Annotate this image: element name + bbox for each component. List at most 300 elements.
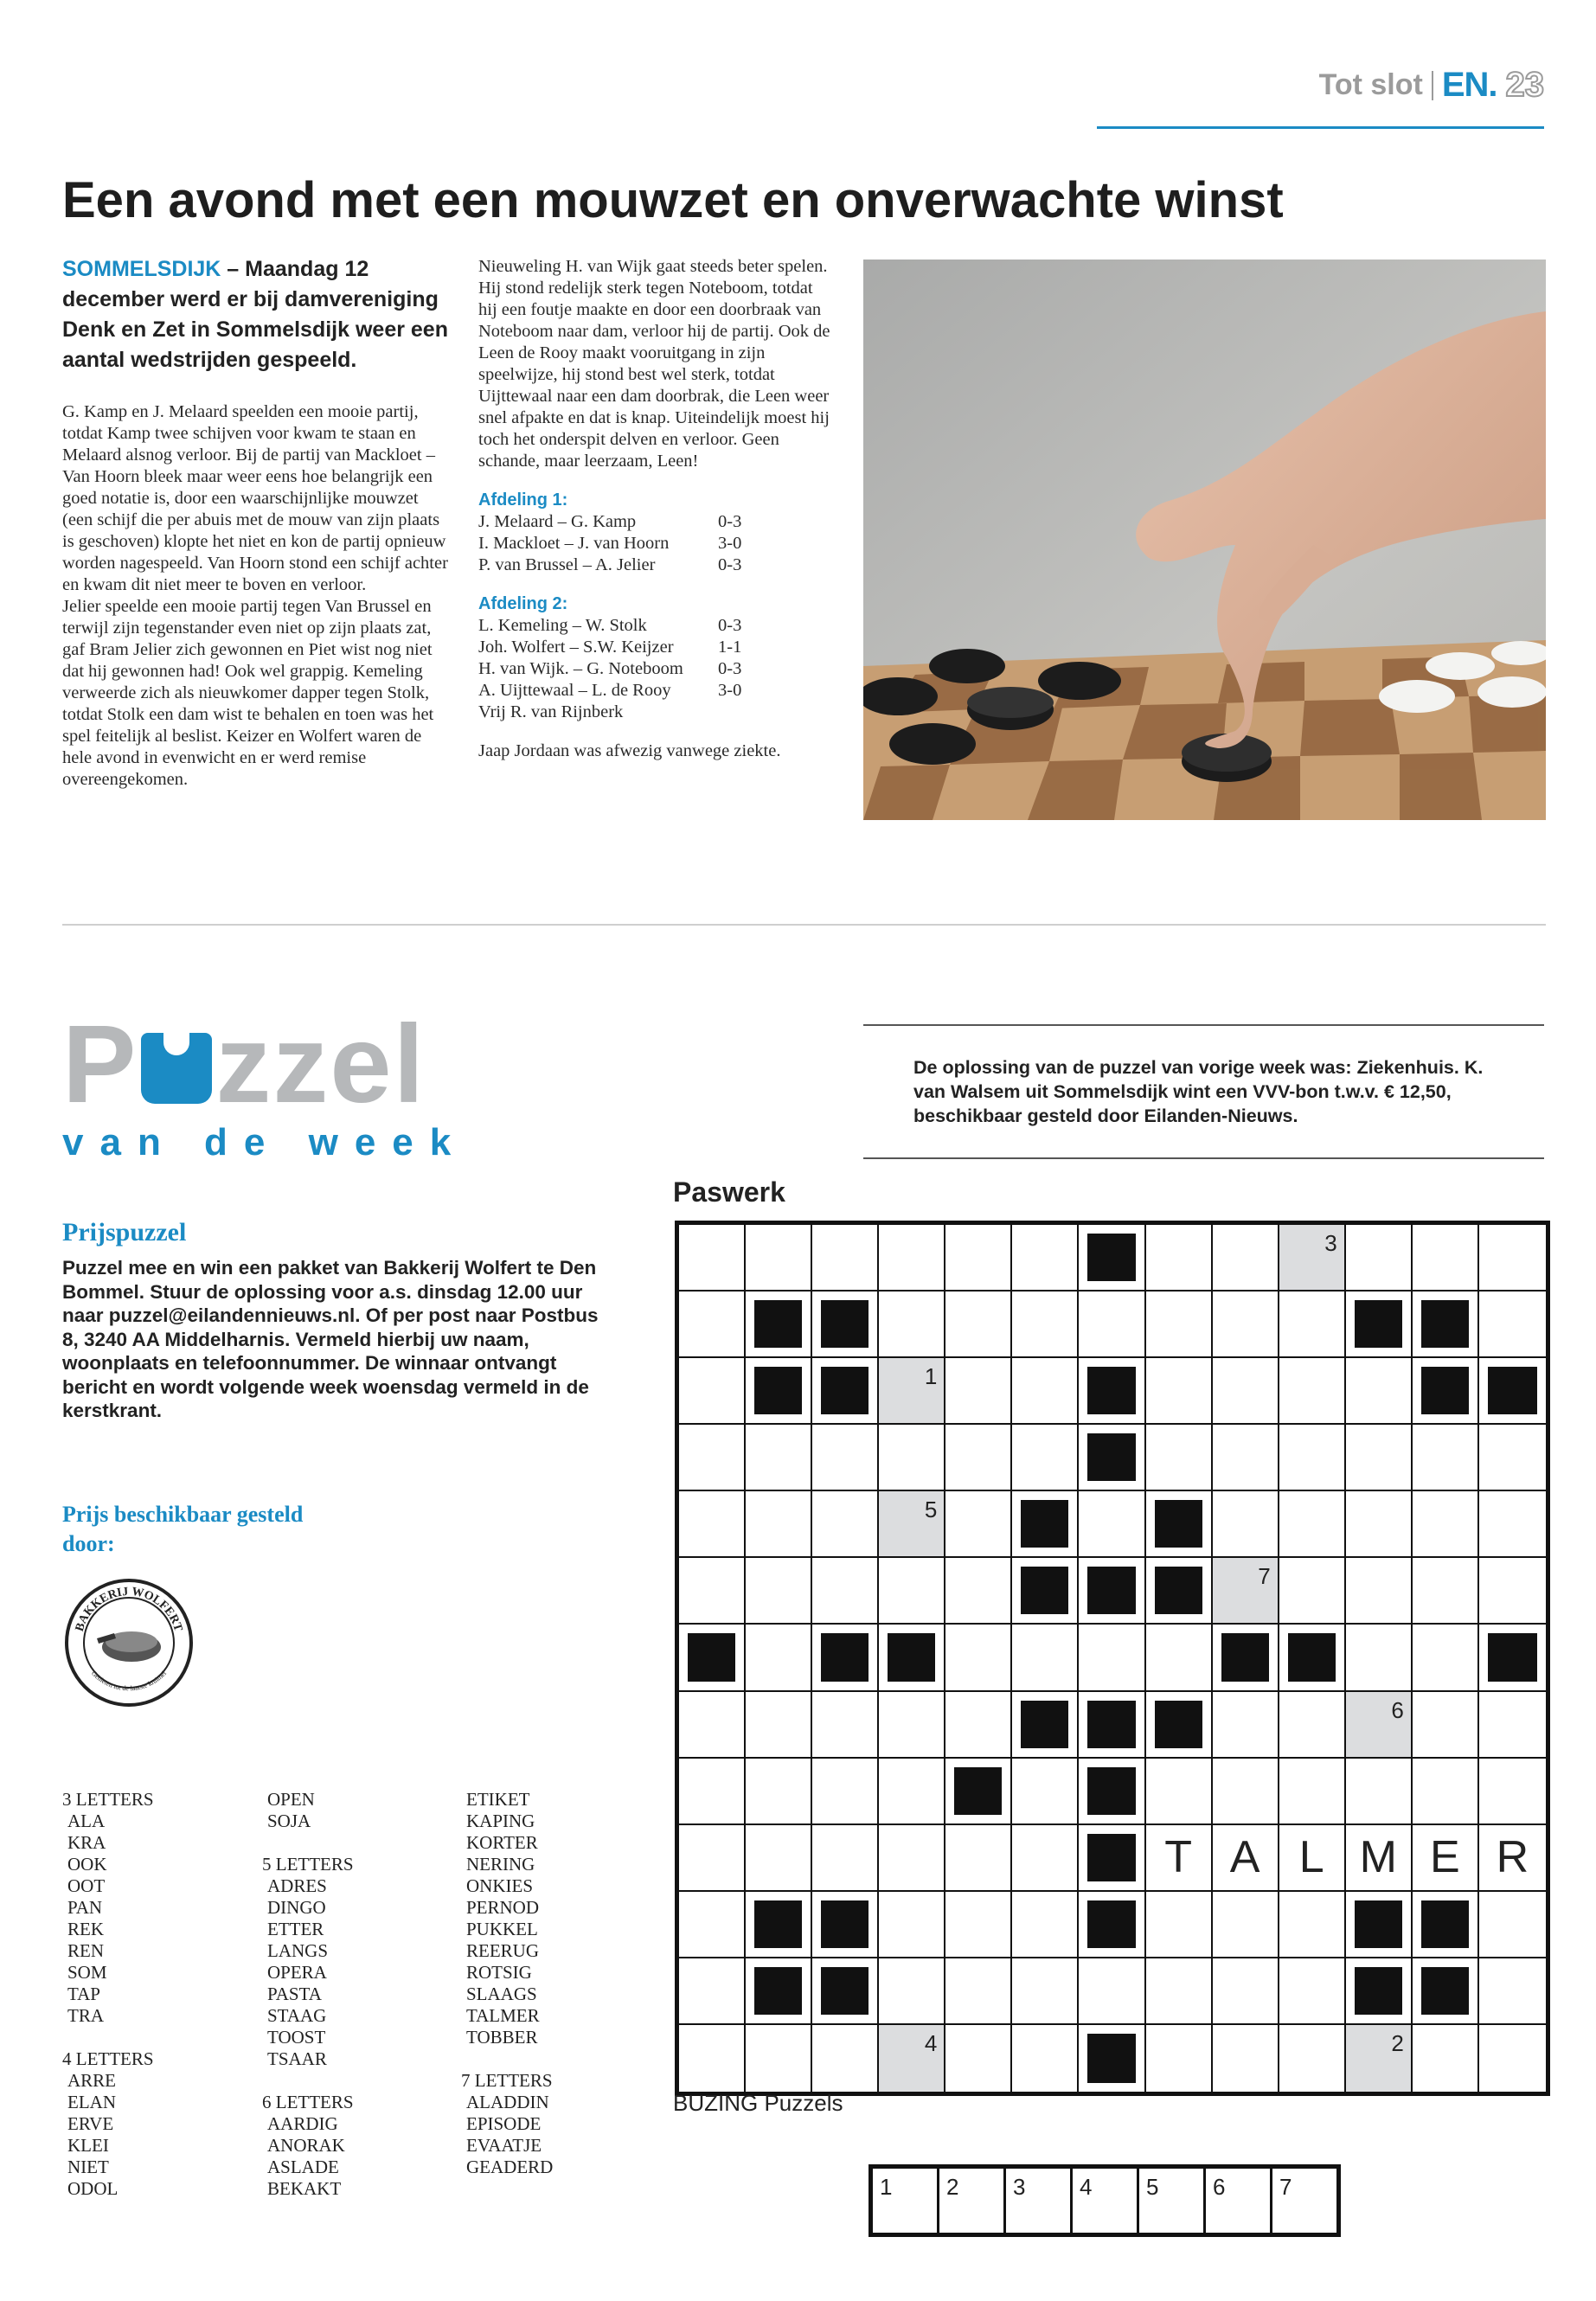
word-list-item: ETIKET	[466, 1789, 530, 1810]
grid-cell[interactable]	[812, 1825, 879, 1892]
result-row	[478, 533, 833, 554]
grid-block	[1012, 1692, 1079, 1759]
grid-block	[1413, 1958, 1479, 2025]
header-divider	[1432, 71, 1433, 100]
result-score: 0-3	[718, 555, 742, 574]
grid-cell[interactable]	[746, 1759, 812, 1825]
grid-cell[interactable]	[945, 1825, 1012, 1892]
grid-block	[1079, 1358, 1145, 1425]
cell-number: 1	[924, 1363, 938, 1390]
answer-box-number: 6	[1213, 2174, 1226, 2200]
grid-cell[interactable]	[1279, 2025, 1346, 2092]
answer-box[interactable]	[1206, 2169, 1272, 2233]
grid-cell[interactable]	[1279, 1292, 1346, 1358]
grid-cell[interactable]	[945, 1625, 1012, 1691]
grid-block	[746, 1292, 812, 1358]
grid-cell[interactable]	[1346, 1825, 1413, 1892]
grid-cell[interactable]	[746, 1225, 812, 1292]
grid-cell[interactable]	[812, 2025, 879, 2092]
black-square	[1087, 1433, 1135, 1481]
answer-box-number: 4	[1080, 2174, 1093, 2200]
grid-cell[interactable]	[679, 1558, 746, 1625]
grid-cell[interactable]	[812, 1225, 879, 1292]
bakery-logo-slogan: Genieten tot de laatste kruimel	[89, 1669, 169, 1693]
grid-cell[interactable]	[679, 1825, 746, 1892]
grid-cell[interactable]	[1213, 1958, 1279, 2025]
solution-rule-top	[863, 1024, 1544, 1026]
cell-number: 5	[924, 1497, 938, 1523]
grid-block	[812, 1958, 879, 2025]
grid-cell[interactable]	[1279, 1558, 1346, 1625]
grid-cell[interactable]	[1146, 1625, 1213, 1691]
grid-block	[879, 1625, 945, 1691]
grid-cell[interactable]	[1012, 1225, 1079, 1292]
logo-u-block	[141, 1033, 212, 1104]
grid-cell[interactable]	[879, 1759, 945, 1825]
prize-heading: Prijspuzzel	[62, 1218, 187, 1247]
grid-cell[interactable]	[1279, 1425, 1346, 1491]
grid-cell[interactable]	[679, 1358, 746, 1425]
word-list-item: NERING	[466, 1854, 535, 1875]
grid-cell[interactable]	[1346, 1225, 1413, 1292]
grid-cell[interactable]	[1213, 2025, 1279, 2092]
grid-block	[945, 1759, 1012, 1825]
grid-cell[interactable]	[1012, 1358, 1079, 1425]
grid-cell[interactable]	[1413, 1225, 1479, 1292]
grid-cell[interactable]	[945, 1358, 1012, 1425]
answer-box[interactable]	[1272, 2169, 1336, 2233]
grid-cell[interactable]	[1479, 1558, 1546, 1625]
grid-cell[interactable]	[1413, 1759, 1479, 1825]
black-square	[1155, 1500, 1202, 1548]
black-square	[821, 1367, 869, 1414]
grid-cell[interactable]	[1012, 1292, 1079, 1358]
result-match: H. van Wijk. – G. Noteboom	[478, 659, 683, 678]
grid-cell[interactable]	[1479, 1425, 1546, 1491]
grid-block	[1079, 1825, 1145, 1892]
result-score: 3-0	[718, 681, 742, 700]
grid-block	[746, 1358, 812, 1425]
grid-block	[1413, 1892, 1479, 1958]
word-list-item: SOJA	[267, 1811, 311, 1831]
bakery-logo-name: BAKKERIJ WOLFERT	[73, 1585, 185, 1633]
solution-rule-bottom	[863, 1157, 1544, 1159]
word-list-item: REERUG	[466, 1940, 539, 1961]
grid-cell[interactable]	[1279, 1692, 1346, 1759]
word-list-item: REK	[67, 1919, 104, 1939]
grid-cell[interactable]	[1079, 1625, 1145, 1691]
grid-cell[interactable]	[1213, 1892, 1279, 1958]
grid-cell[interactable]	[1146, 1759, 1213, 1825]
answer-boxes	[869, 2164, 1341, 2237]
grid-cell[interactable]	[945, 1425, 1012, 1491]
grid-block	[1279, 1625, 1346, 1691]
grid-cell[interactable]	[1213, 1358, 1279, 1425]
grid-cell[interactable]	[1479, 1225, 1546, 1292]
word-list-item: ARRE	[67, 2070, 117, 2091]
cell-number: 4	[924, 2029, 938, 2056]
word-list-spacer	[262, 2070, 354, 2092]
grid-cell[interactable]	[879, 1292, 945, 1358]
grid-cell[interactable]	[1413, 1825, 1479, 1892]
black-square	[1421, 1300, 1469, 1348]
word-list-item: KORTER	[466, 1832, 538, 1853]
grid-block	[1346, 1958, 1413, 2025]
section-separator	[62, 924, 1546, 926]
grid-cell[interactable]	[945, 1558, 1012, 1625]
cell-letter: L	[1298, 1832, 1324, 1883]
grid-cell[interactable]	[945, 1892, 1012, 1958]
word-list-item: ROTSIG	[466, 1962, 532, 1983]
grid-cell[interactable]	[879, 1692, 945, 1759]
grid-cell[interactable]	[679, 1425, 746, 1491]
answer-box-number: 2	[946, 2174, 959, 2200]
grid-cell[interactable]	[1479, 1958, 1546, 2025]
grid-cell[interactable]	[879, 1358, 945, 1425]
grid-block	[1146, 1491, 1213, 1558]
word-list-item: AARDIG	[267, 2113, 338, 2134]
grid-cell[interactable]	[1012, 1759, 1079, 1825]
grid-block	[1479, 1625, 1546, 1691]
grid-cell[interactable]	[1479, 1292, 1546, 1358]
grid-cell[interactable]	[1012, 1625, 1079, 1691]
black-square	[954, 1767, 1002, 1815]
grid-cell[interactable]	[1213, 1425, 1279, 1491]
word-list-item: PERNOD	[466, 1897, 540, 1918]
header-rule	[1097, 126, 1544, 129]
grid-block	[812, 1892, 879, 1958]
cell-number: 6	[1391, 1696, 1404, 1723]
grid-cell[interactable]	[1413, 2025, 1479, 2092]
sponsor-heading: Prijs beschikbaar gesteld door:	[62, 1502, 304, 1556]
word-list-spacer	[62, 2027, 154, 2048]
grid-cell[interactable]	[679, 1692, 746, 1759]
word-list-item: OOT	[67, 1875, 106, 1896]
grid-cell[interactable]	[1213, 1759, 1279, 1825]
grid-cell[interactable]	[1479, 1491, 1546, 1558]
result-match: I. Mackloet – J. van Hoorn	[478, 534, 670, 553]
grid-cell[interactable]	[1012, 1425, 1079, 1491]
grid-block	[1146, 1558, 1213, 1625]
puzzle-credit: BUZING Puzzels	[673, 2090, 843, 2116]
grid-block	[1012, 1491, 1079, 1558]
grid-cell[interactable]	[1479, 2025, 1546, 2092]
black-square	[821, 1900, 869, 1948]
grid-cell[interactable]	[1079, 1958, 1145, 2025]
grid-block	[746, 1892, 812, 1958]
grid-cell[interactable]	[679, 1892, 746, 1958]
grid-cell[interactable]	[746, 1825, 812, 1892]
absence-note: Jaap Jordaan was afwezig vanwege ziekte.	[478, 741, 781, 760]
word-list-item: OOK	[67, 1854, 107, 1875]
grid-cell[interactable]	[879, 1825, 945, 1892]
grid-cell[interactable]	[879, 1225, 945, 1292]
grid-cell[interactable]	[1146, 1892, 1213, 1958]
grid-cell[interactable]	[1413, 1692, 1479, 1759]
black-square	[1288, 1633, 1336, 1681]
page-number: 23	[1505, 66, 1544, 104]
grid-cell[interactable]	[1146, 2025, 1213, 2092]
word-list-heading: 5 LETTERS	[262, 1854, 354, 1875]
word-list-item: EVAATJE	[466, 2135, 542, 2156]
word-list-item: SLAAGS	[466, 1984, 537, 2004]
grid-cell[interactable]	[945, 2025, 1012, 2092]
bakery-logo	[62, 1576, 196, 1710]
grid-cell[interactable]	[1279, 1759, 1346, 1825]
black-square	[1087, 1767, 1135, 1815]
grid-cell[interactable]	[1146, 1825, 1213, 1892]
grid-cell[interactable]	[1146, 1292, 1213, 1358]
grid-cell[interactable]	[1479, 1759, 1546, 1825]
word-list-item: OPEN	[267, 1789, 315, 1810]
word-list-spacer	[461, 2048, 553, 2070]
grid-cell[interactable]	[1413, 1425, 1479, 1491]
cell-number: 3	[1324, 1230, 1337, 1256]
grid-cell[interactable]	[1146, 1425, 1213, 1491]
grid-cell[interactable]	[945, 1958, 1012, 2025]
grid-cell[interactable]	[1213, 1225, 1279, 1292]
word-list-item: ASLADE	[267, 2157, 339, 2177]
previous-solution: De oplossing van de puzzel van vorige week was: Ziekenhuis. K. van Walsem uit Sommelsdijk wint een VVV-bon t.w.v. € 12,50, beschikbaar gesteld door Eilanden-Nieuws.	[913, 1057, 1484, 1126]
grid-cell[interactable]	[1346, 2025, 1413, 2092]
grid-cell[interactable]	[1213, 1491, 1279, 1558]
grid-cell[interactable]	[812, 1692, 879, 1759]
answer-box[interactable]	[939, 2169, 1006, 2233]
result-row	[478, 680, 833, 702]
grid-cell[interactable]	[746, 1692, 812, 1759]
word-list-heading: 4 LETTERS	[62, 2048, 154, 2069]
grid-cell[interactable]	[679, 1759, 746, 1825]
grid-cell[interactable]	[1213, 1292, 1279, 1358]
grid-cell[interactable]	[1146, 1225, 1213, 1292]
word-list-item: GEADERD	[466, 2157, 554, 2177]
grid-cell[interactable]	[1413, 1491, 1479, 1558]
result-row	[478, 554, 833, 576]
grid-cell[interactable]	[1213, 1825, 1279, 1892]
grid-cell[interactable]	[812, 1558, 879, 1625]
grid-cell[interactable]	[1279, 1892, 1346, 1958]
black-square	[1021, 1567, 1068, 1614]
word-list-item: TALMER	[466, 2005, 540, 2026]
grid-cell[interactable]	[679, 1958, 746, 2025]
result-score: 0-3	[718, 659, 742, 678]
brand-logo: EN.	[1441, 66, 1497, 104]
black-square	[754, 1900, 802, 1948]
grid-cell[interactable]	[1346, 1692, 1413, 1759]
grid-cell[interactable]	[879, 1558, 945, 1625]
page-header	[1319, 66, 1544, 105]
word-list-item: ODOL	[67, 2178, 119, 2199]
word-list-item: ALADDIN	[466, 2092, 549, 2112]
result-match: Vrij R. van Rijnberk	[478, 702, 624, 721]
word-list-item: KLEI	[67, 2135, 109, 2156]
word-list-item: TAP	[67, 1984, 100, 2004]
grid-cell[interactable]	[1012, 1958, 1079, 2025]
grid-cell[interactable]	[1279, 1825, 1346, 1892]
grid-cell[interactable]	[1346, 1759, 1413, 1825]
logo-letter: P	[62, 1003, 138, 1126]
grid-cell[interactable]	[1346, 1491, 1413, 1558]
grid-cell[interactable]	[1012, 2025, 1079, 2092]
black-square	[1488, 1633, 1537, 1681]
grid-cell[interactable]	[1146, 1958, 1213, 2025]
answer-box[interactable]	[873, 2169, 939, 2233]
word-list-item: PAN	[67, 1897, 103, 1918]
black-square	[1021, 1701, 1068, 1748]
word-list-heading: 6 LETTERS	[262, 2092, 354, 2112]
grid-cell[interactable]	[879, 1491, 945, 1558]
word-list-heading: 7 LETTERS	[461, 2070, 553, 2091]
grid-cell[interactable]	[879, 1892, 945, 1958]
grid-cell[interactable]	[1413, 1558, 1479, 1625]
grid-block	[812, 1292, 879, 1358]
result-row	[478, 615, 833, 637]
word-list-item: ERVE	[67, 2113, 114, 2134]
black-square	[1087, 1234, 1135, 1281]
black-square	[821, 1633, 869, 1681]
grid-cell[interactable]	[812, 1759, 879, 1825]
grid-block	[1079, 1892, 1145, 1958]
afdeling-1-heading: Afdeling 1:	[478, 490, 568, 510]
grid-cell[interactable]	[1012, 1892, 1079, 1958]
grid-cell[interactable]	[1079, 1292, 1145, 1358]
word-list-item: ALA	[67, 1811, 106, 1831]
word-list-item: BEKAKT	[267, 2178, 342, 2199]
grid-cell[interactable]	[746, 2025, 812, 2092]
black-square	[821, 1300, 869, 1348]
word-list-item: SOM	[67, 1962, 107, 1983]
article-headline: Een avond met een mouwzet en onverwachte winst	[62, 172, 1284, 228]
answer-box-number: 5	[1146, 2174, 1159, 2200]
cell-number: 2	[1391, 2029, 1404, 2056]
result-match: J. Melaard – G. Kamp	[478, 512, 637, 531]
grid-cell[interactable]	[1413, 1625, 1479, 1691]
grid-cell[interactable]	[679, 2025, 746, 2092]
word-list-item: TOBBER	[466, 2027, 538, 2048]
paragraph: G. Kamp en J. Melaard speelden een mooie partij, totdat Kamp twee schijven voor kwam te staan en Melaard alsnog verloor. Bij de partij van Mackloet – Van Hoorn bleek maar weer eens hoe belangrijk een goed notatie is, door een waarschijnlijke mouwzet (een schijf die per abuis met de mouw van zijn plaats is geschoven) klopte het niet en kon de partij opnieuw worden nagespeeld. Van Hoorn stond een schijf achter en kwam dit niet meer te boven en verloor.	[62, 402, 448, 594]
result-score: 0-3	[718, 616, 742, 635]
word-list-item: TRA	[67, 2005, 104, 2026]
grid-block	[1413, 1292, 1479, 1358]
black-square	[1087, 1367, 1135, 1414]
black-square	[1421, 1900, 1469, 1948]
word-list-item: KRA	[67, 1832, 106, 1853]
grid-cell[interactable]	[1213, 1558, 1279, 1625]
answer-box[interactable]	[1073, 2169, 1139, 2233]
word-list-item: LANGS	[267, 1940, 329, 1961]
grid-cell[interactable]	[746, 1425, 812, 1491]
cell-letter: M	[1359, 1832, 1397, 1883]
puzzle-logo	[62, 1003, 468, 1164]
grid-cell[interactable]	[679, 1491, 746, 1558]
grid-block	[1479, 1358, 1546, 1425]
grid-cell[interactable]	[1279, 1491, 1346, 1558]
grid-block	[1079, 1692, 1145, 1759]
grid-cell[interactable]	[1346, 1358, 1413, 1425]
black-square	[1421, 1367, 1469, 1414]
word-list-item: REN	[67, 1940, 104, 1961]
word-list-item: KAPING	[466, 1811, 535, 1831]
black-square	[1355, 1967, 1402, 2015]
grid-cell[interactable]	[1346, 1625, 1413, 1691]
word-list-heading: 3 LETTERS	[62, 1789, 154, 1810]
grid-cell[interactable]	[746, 1625, 812, 1691]
intro-text: – Maandag 12 december werd er bij damvereniging Denk en Zet in Sommelsdijk weer een aantal wedstrijden gespeeld.	[62, 257, 448, 372]
black-square	[1488, 1367, 1537, 1414]
grid-cell[interactable]	[879, 1958, 945, 2025]
grid-block	[1213, 1625, 1279, 1691]
grid-cell[interactable]	[1346, 1558, 1413, 1625]
answer-box-number: 7	[1279, 2174, 1292, 2200]
grid-cell[interactable]	[1012, 1825, 1079, 1892]
word-list-item: STAAG	[267, 2005, 327, 2026]
grid-cell[interactable]	[1346, 1425, 1413, 1491]
black-square	[1087, 2034, 1135, 2083]
word-list-spacer	[262, 1832, 354, 1854]
grid-cell[interactable]	[1479, 1825, 1546, 1892]
answer-box[interactable]	[1006, 2169, 1073, 2233]
grid-cell[interactable]	[879, 1425, 945, 1491]
black-square	[1421, 1967, 1469, 2015]
black-square	[1087, 1834, 1135, 1881]
checkers-photo	[863, 260, 1546, 820]
grid-cell[interactable]	[812, 1491, 879, 1558]
result-row	[478, 637, 833, 658]
answer-box[interactable]	[1139, 2169, 1206, 2233]
result-match: P. van Brussel – A. Jelier	[478, 555, 656, 574]
black-square	[1355, 1900, 1402, 1948]
grid-cell[interactable]	[746, 1558, 812, 1625]
word-list-column-2	[262, 1789, 354, 2200]
black-square	[1355, 1300, 1402, 1348]
word-list-item: ANORAK	[267, 2135, 345, 2156]
grid-cell[interactable]	[1479, 1892, 1546, 1958]
grid-cell[interactable]	[679, 1292, 746, 1358]
grid-cell[interactable]	[1079, 1491, 1145, 1558]
black-square	[1087, 1900, 1135, 1948]
grid-cell[interactable]	[679, 1225, 746, 1292]
black-square	[754, 1967, 802, 2015]
grid-cell[interactable]	[1279, 1225, 1346, 1292]
grid-cell[interactable]	[1279, 1958, 1346, 2025]
result-row	[478, 702, 833, 723]
grid-block	[746, 1958, 812, 2025]
logo-letters: zzel	[215, 1003, 426, 1126]
result-row	[478, 658, 833, 680]
black-square	[1087, 1701, 1135, 1748]
grid-cell[interactable]	[812, 1425, 879, 1491]
grid-cell[interactable]	[879, 2025, 945, 2092]
grid-block	[1079, 1759, 1145, 1825]
grid-cell[interactable]	[945, 1225, 1012, 1292]
grid-cell[interactable]	[945, 1692, 1012, 1759]
grid-block	[1079, 1558, 1145, 1625]
result-score: 3-0	[718, 534, 742, 553]
grid-block	[1079, 2025, 1145, 2092]
grid-cell[interactable]	[1213, 1692, 1279, 1759]
puzzle-title: Paswerk	[673, 1176, 785, 1208]
black-square	[888, 1633, 935, 1681]
grid-cell[interactable]	[945, 1292, 1012, 1358]
word-list-column-3	[461, 1789, 553, 2178]
grid-cell[interactable]	[1279, 1358, 1346, 1425]
grid-cell[interactable]	[1146, 1358, 1213, 1425]
grid-cell[interactable]	[945, 1491, 1012, 1558]
word-list-item: NIET	[67, 2157, 109, 2177]
grid-cell[interactable]	[746, 1491, 812, 1558]
grid-block	[1146, 1692, 1213, 1759]
grid-cell[interactable]	[1479, 1692, 1546, 1759]
